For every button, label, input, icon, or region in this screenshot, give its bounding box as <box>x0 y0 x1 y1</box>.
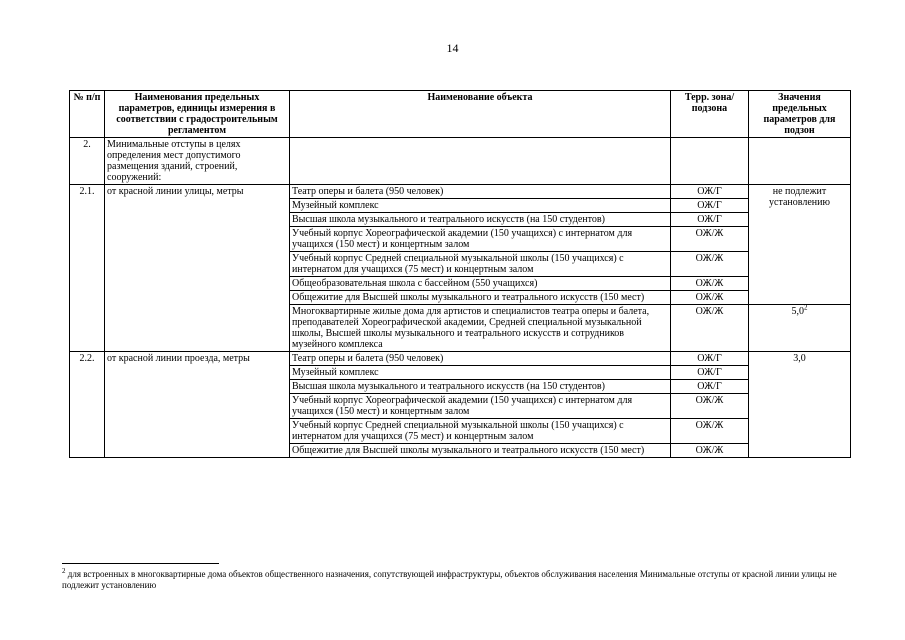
zone-cell: ОЖ/Ж <box>671 444 749 458</box>
header-num: № п/п <box>70 91 105 138</box>
group1-value-b-text: 5,0 <box>791 306 804 317</box>
section-param: Минимальные отступы в целях определения мест допустимого размещения зданий, строений, сооружений: <box>105 138 290 185</box>
zone-cell: ОЖ/Ж <box>671 394 749 419</box>
object-cell: Общежитие для Высшей школы музыкального и театрального искусств (150 мест) <box>290 444 671 458</box>
zone-cell: ОЖ/Ж <box>671 419 749 444</box>
footnote-ref: 2 <box>804 303 808 312</box>
table-header-row <box>70 91 851 138</box>
object-cell: Музейный комплекс <box>290 199 671 213</box>
object-cell: Театр оперы и балета (950 человек) <box>290 185 671 199</box>
section-value-empty <box>749 138 851 185</box>
zone-cell: ОЖ/Г <box>671 352 749 366</box>
group1-value-a: не подлежит установлению <box>749 185 851 305</box>
section-num: 2. <box>70 138 105 185</box>
header-zone: Терр. зона/подзона <box>671 91 749 138</box>
parameters-table <box>69 90 851 458</box>
zone-cell: ОЖ/Ж <box>671 252 749 277</box>
object-cell: Учебный корпус Средней специальной музыкальной школы (150 учащихся) с интернатом для учащихся (75 мест) и концертным залом <box>290 419 671 444</box>
object-cell: Высшая школа музыкального и театрального искусств (на 150 студентов) <box>290 213 671 227</box>
object-cell: Музейный комплекс <box>290 366 671 380</box>
page-number: 14 <box>446 41 459 55</box>
object-cell: Учебный корпус Хореографической академии (150 учащихся) с интернатом для учащихся (150 мест) и концертным залом <box>290 394 671 419</box>
group1-num: 2.1. <box>70 185 105 352</box>
zone-cell: ОЖ/Ж <box>671 277 749 291</box>
zone-cell: ОЖ/Ж <box>671 305 749 352</box>
footnote-text: для встроенных в многоквартирные дома объектов общественного назначения, сопутствующей инфраструктуры, объектов обслуживания населения Минимальные отступы от красной линии улицы не подлежит установлению <box>62 569 837 590</box>
group2-param: от красной линии проезда, метры <box>105 352 290 458</box>
section-object-empty <box>290 138 671 185</box>
zone-cell: ОЖ/Г <box>671 380 749 394</box>
zone-cell: ОЖ/Г <box>671 185 749 199</box>
object-cell: Многоквартирные жилые дома для артистов и специалистов театра оперы и балета, преподавателей Хореографической академии, Средней специальной музыкальной школы, Высшей школы музыкального и театрального искусств и сотрудников музейного комплекса <box>290 305 671 352</box>
zone-cell: ОЖ/Г <box>671 213 749 227</box>
zone-cell: ОЖ/Ж <box>671 227 749 252</box>
table-row <box>70 352 851 366</box>
object-cell: Высшая школа музыкального и театрального искусств (на 150 студентов) <box>290 380 671 394</box>
group1-param: от красной линии улицы, метры <box>105 185 290 352</box>
object-cell: Учебный корпус Хореографической академии (150 учащихся) с интернатом для учащихся (150 мест) и концертным залом <box>290 227 671 252</box>
zone-cell: ОЖ/Г <box>671 199 749 213</box>
footnote <box>62 569 852 591</box>
group1-value-b <box>749 305 851 352</box>
zone-cell: ОЖ/Г <box>671 366 749 380</box>
section-row <box>70 138 851 185</box>
header-object: Наименование объекта <box>290 91 671 138</box>
footnote-divider <box>62 563 219 564</box>
section-zone-empty <box>671 138 749 185</box>
object-cell: Театр оперы и балета (950 человек) <box>290 352 671 366</box>
group2-value: 3,0 <box>749 352 851 458</box>
table-row <box>70 185 851 199</box>
object-cell: Общежитие для Высшей школы музыкального и театрального искусств (150 мест) <box>290 291 671 305</box>
group2-num: 2.2. <box>70 352 105 458</box>
header-value: Значения предельных параметров для подзон <box>749 91 851 138</box>
object-cell: Общеобразовательная школа с бассейном (550 учащихся) <box>290 277 671 291</box>
header-param: Наименования предельных параметров, единицы измерения в соответствии с градостроительным регламентом <box>105 91 290 138</box>
footnote-mark: 2 <box>62 567 66 575</box>
zone-cell: ОЖ/Ж <box>671 291 749 305</box>
object-cell: Учебный корпус Средней специальной музыкальной школы (150 учащихся) с интернатом для учащихся (75 мест) и концертным залом <box>290 252 671 277</box>
